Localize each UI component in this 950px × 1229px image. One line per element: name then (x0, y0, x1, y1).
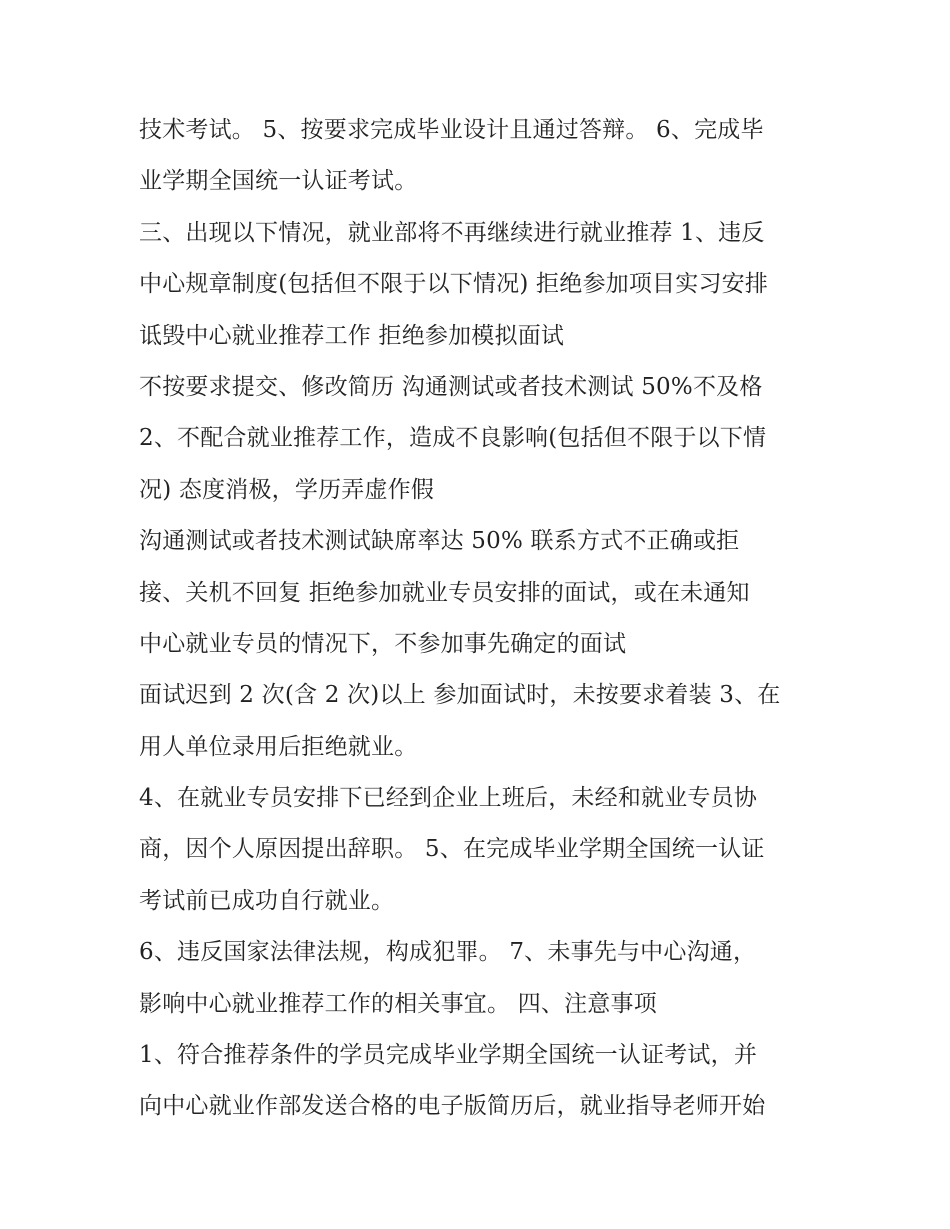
text-line: 三、出现以下情况，就业部将不再继续进行就业推荐 1、违反 (139, 219, 765, 246)
text-line: 4、在就业专员安排下已经到企业上班后，未经和就业专员协 (139, 785, 758, 812)
text-line: 沟通测试或者技术测试缺席率达 50% 联系方式不正确或拒 (139, 528, 740, 555)
text-line: 向中心就业作部发送合格的电子版简历后，就业指导老师开始 (139, 1093, 766, 1120)
text-line: 影响中心就业推荐工作的相关事宜。 四、注意事项 (139, 990, 657, 1017)
text-line: 6、违反国家法律法规，构成犯罪。 7、未事先与中心沟通， (139, 939, 757, 966)
text-line: 中心就业专员的情况下，不参加事先确定的面试 (139, 630, 627, 657)
text-line: 接、关机不回复 拒绝参加就业专员安排的面试，或在未通知 (139, 579, 750, 606)
text-line: 2、不配合就业推荐工作，造成不良影响(包括但不限于以下情 (139, 425, 767, 452)
text-line: 不按要求提交、修改简历 沟通测试或者技术测试 50%不及格 (139, 373, 763, 400)
document-body (139, 107, 829, 1135)
text-line: 用人单位录用后拒绝就业。 (139, 733, 418, 760)
text-line: 况) 态度消极，学历弄虚作假 (139, 476, 435, 503)
text-line: 面试迟到 2 次(含 2 次)以上 参加面试时，未按要求着装 3、在 (139, 682, 781, 709)
text-line: 1、符合推荐条件的学员完成毕业学期全国统一认证考试，并 (139, 1042, 758, 1069)
text-line: 中心规章制度(包括但不限于以下情况) 拒绝参加项目实习安排 (139, 271, 769, 298)
text-line: 考试前已成功自行就业。 (139, 887, 395, 914)
text-line: 商，因个人原因提出辞职。 5、在完成毕业学期全国统一认证 (139, 836, 765, 863)
text-line: 诋毁中心就业推荐工作 拒绝参加模拟面试 (139, 322, 565, 349)
text-line: 技术考试。 5、按要求完成毕业设计且通过答辩。 6、完成毕 (139, 117, 764, 143)
text-line: 业学期全国统一认证考试。 (139, 168, 418, 195)
